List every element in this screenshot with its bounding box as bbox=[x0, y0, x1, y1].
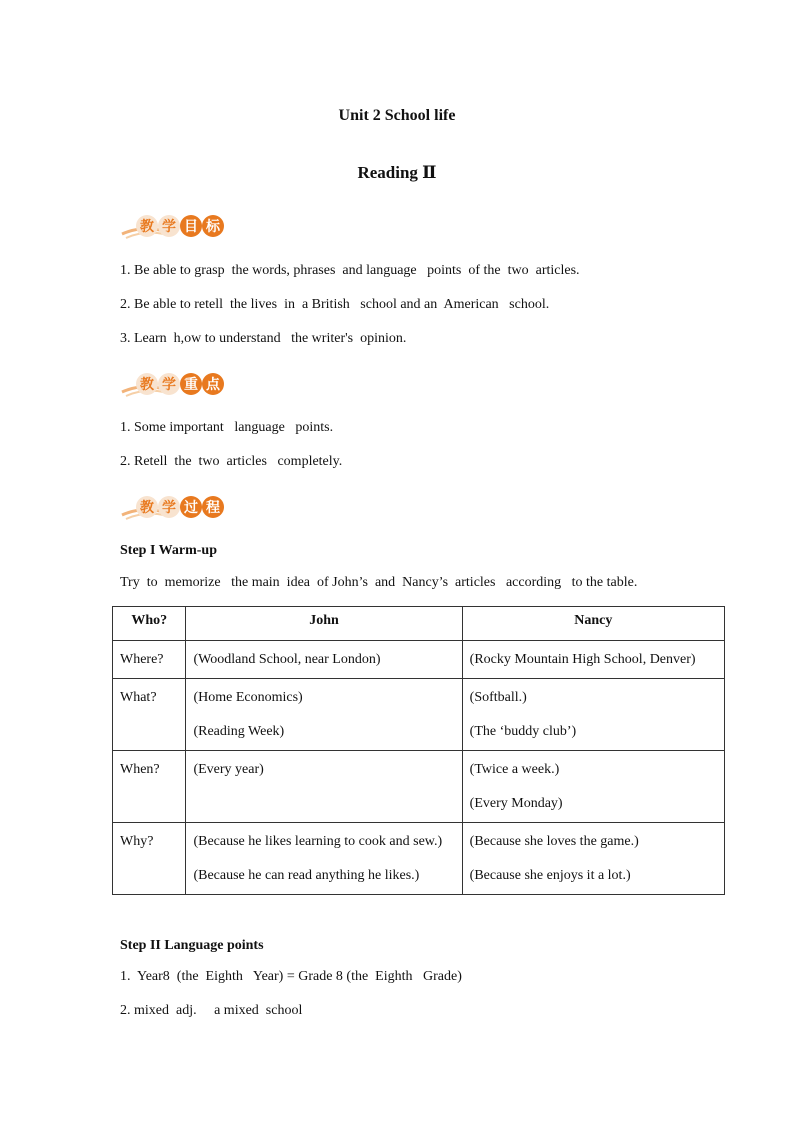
warmup-table bbox=[112, 606, 725, 895]
key-point-1: 1. Some important language points. bbox=[120, 420, 334, 435]
language-point-2: 2. mixed adj. a mixed school bbox=[120, 1003, 303, 1018]
objective-2: 2. Be able to retell the lives in a British school and an American school. bbox=[120, 297, 550, 312]
step1-heading: Step I Warm-up bbox=[120, 543, 217, 558]
table-header: Who? bbox=[113, 607, 186, 641]
svg-text:教: 教 bbox=[140, 500, 154, 516]
nancy-cell: (Twice a week.) (Every Monday) bbox=[462, 751, 724, 823]
row-label: When? bbox=[113, 751, 186, 823]
svg-text:教: 教 bbox=[140, 377, 154, 393]
process-badge bbox=[120, 491, 230, 521]
john-cell: (Home Economics) (Reading Week) bbox=[186, 679, 462, 751]
john-cell: (Because he likes learning to cook and sew.) (Because he can read anything he likes.) bbox=[186, 823, 462, 895]
row-label: Where? bbox=[113, 641, 186, 679]
svg-text:学: 学 bbox=[162, 377, 176, 393]
table-header-row bbox=[113, 607, 725, 641]
john-cell: (Woodland School, near London) bbox=[186, 641, 462, 679]
table-row bbox=[113, 679, 725, 751]
nancy-cell: (Softball.) (The ‘buddy club’) bbox=[462, 679, 724, 751]
table-row bbox=[113, 641, 725, 679]
row-label: What? bbox=[113, 679, 186, 751]
objectives-badge bbox=[120, 210, 230, 240]
objective-3: 3. Learn h,ow to understand the writer's opinion. bbox=[120, 331, 407, 346]
table-row bbox=[113, 751, 725, 823]
svg-text:标: 标 bbox=[206, 219, 220, 235]
svg-text:目: 目 bbox=[184, 219, 198, 235]
svg-text:程: 程 bbox=[206, 500, 220, 516]
step2-heading: Step II Language points bbox=[120, 938, 264, 953]
objective-1: 1. Be able to grasp the words, phrases and language points of the two articles. bbox=[120, 263, 580, 278]
svg-text:重: 重 bbox=[184, 377, 198, 393]
row-label: Why? bbox=[113, 823, 186, 895]
john-cell: (Every year) bbox=[186, 751, 462, 823]
svg-text:学: 学 bbox=[162, 500, 176, 516]
key-points-badge bbox=[120, 368, 230, 398]
language-point-1: 1. Year8 (the Eighth Year) = Grade 8 (the Eighth Grade) bbox=[120, 969, 462, 984]
nancy-cell: (Because she loves the game.) (Because she enjoys it a lot.) bbox=[462, 823, 724, 895]
table-row bbox=[113, 823, 725, 895]
table-header: John bbox=[186, 607, 462, 641]
svg-text:过: 过 bbox=[184, 500, 198, 516]
page-title: Unit 2 School life bbox=[338, 107, 456, 124]
nancy-cell: (Rocky Mountain High School, Denver) bbox=[462, 641, 724, 679]
step1-instruction: Try to memorize the main idea of John’s and Nancy’s articles according to the table. bbox=[120, 575, 638, 590]
key-point-2: 2. Retell the two articles completely. bbox=[120, 454, 343, 469]
svg-text:教: 教 bbox=[140, 219, 154, 235]
svg-text:点: 点 bbox=[206, 377, 220, 393]
page-subtitle: Reading Ⅱ bbox=[357, 163, 437, 182]
table-header: Nancy bbox=[462, 607, 724, 641]
svg-text:学: 学 bbox=[162, 219, 176, 235]
